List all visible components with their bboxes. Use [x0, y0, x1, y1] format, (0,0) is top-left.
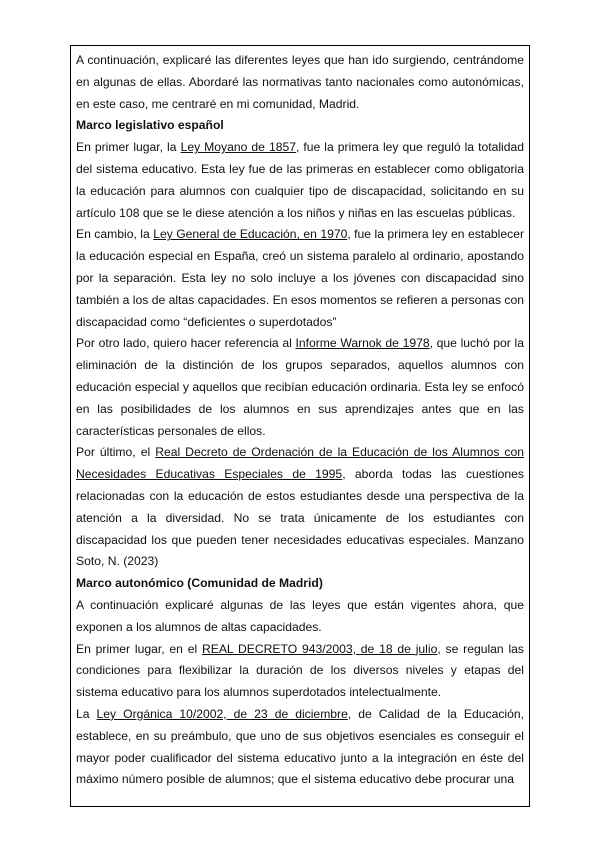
real-decreto-2003-link[interactable]: REAL DECRETO 943/2003, de 18 de julio	[201, 641, 438, 656]
section-heading-national: Marco legislativo español	[76, 118, 224, 133]
paragraph-text: En primer lugar, en el	[76, 641, 202, 656]
paragraph-text: En primer lugar, la	[76, 140, 181, 155]
paragraph-text: Por último, el	[76, 445, 156, 460]
informe-warnok-link[interactable]: Informe Warnok de 1978	[295, 336, 430, 351]
paragraph-text: La	[76, 706, 97, 721]
paragraph-real-decreto-2003	[76, 639, 524, 704]
ley-general-link[interactable]: Ley General de Educación, en 1970	[153, 227, 348, 242]
paragraph-text: , de Calidad de la Educación, establece, en su preámbulo, que uno de sus objetivos esenciales es conseguir el mayor poder cualificador del sistema educativo junto a la integración en éste del máximo número posible de alumnos; que el sistema educativo debe procurar una	[76, 706, 524, 787]
paragraph-text: , se regulan las condiciones para flexibilizar la duración de los diversos niveles y etapas del sistema educativo para los alumnos superdotados intelectualmente.	[76, 641, 524, 700]
paragraph-text: , fue la primera ley que reguló la totalidad del sistema educativo. Esta ley fue de las primeras en establecer como obligatoria la educación para alumnos con cualquier tipo de discapacidad, solicitando en su artículo 108 que se le diese atención a los niños y niñas en las escuelas públicas.	[76, 140, 524, 220]
paragraph-ley-general	[76, 224, 524, 333]
paragraph-regional-intro: A continuación explicaré algunas de las leyes que están vigentes ahora, que exponen a los alumnos de altas capacidades.	[76, 597, 524, 634]
document-page	[70, 45, 530, 807]
paragraph-text: , aborda todas las cuestiones relacionadas con la educación de estos estudiantes desde una perspectiva de la atención a la diversidad. No se trata únicamente de los estudiantes con discapacidad los que pueden tener necesidades educativas especiales. Manzano Soto, N. (2023)	[76, 467, 524, 569]
paragraph-ley-organica-2002	[76, 704, 524, 791]
paragraph-text: En cambio, la	[76, 227, 154, 242]
real-decreto-1995-link[interactable]: Real Decreto de Ordenación de la Educación de los Alumnos con Necesidades Educativas Especiales de 1995	[76, 445, 524, 482]
paragraph-text: , fue la primera ley en establecer la educación especial en España, creó un sistema paralelo al ordinario, apostando por la separación. Esta ley no solo incluye a los jóvenes con discapacidad sino también a los de altas capacidades. En esos momentos se refieren a personas con discapacidad como “deficientes o superdotados”	[76, 227, 524, 329]
paragraph-ley-moyano	[76, 137, 524, 224]
paragraph-informe-warnok	[76, 333, 524, 442]
intro-paragraph: A continuación, explicaré las diferentes leyes que han ido surgiendo, centrándome en algunas de ellas. Abordaré las normativas tanto nacionales como autonómicas, en este caso, me centraré en mi comunidad, Madrid.	[76, 53, 524, 111]
paragraph-real-decreto-1995	[76, 442, 524, 573]
ley-organica-2002-link[interactable]: Ley Orgánica 10/2002, de 23 de diciembre	[96, 706, 348, 721]
paragraph-text: , que luchó por la eliminación de la distinción de los grupos separados, aquellos alumnos con educación especial y aquellos que recibían educación ordinaria. Esta ley se enfocó en las posibilidades de los alumnos en sus aprendizajes antes que en las características personales de ellos.	[76, 336, 524, 438]
ley-moyano-link[interactable]: Ley Moyano de 1857	[180, 140, 296, 155]
section-heading-regional: Marco autonómico (Comunidad de Madrid)	[76, 576, 323, 591]
paragraph-text: Por otro lado, quiero hacer referencia al	[76, 336, 296, 351]
